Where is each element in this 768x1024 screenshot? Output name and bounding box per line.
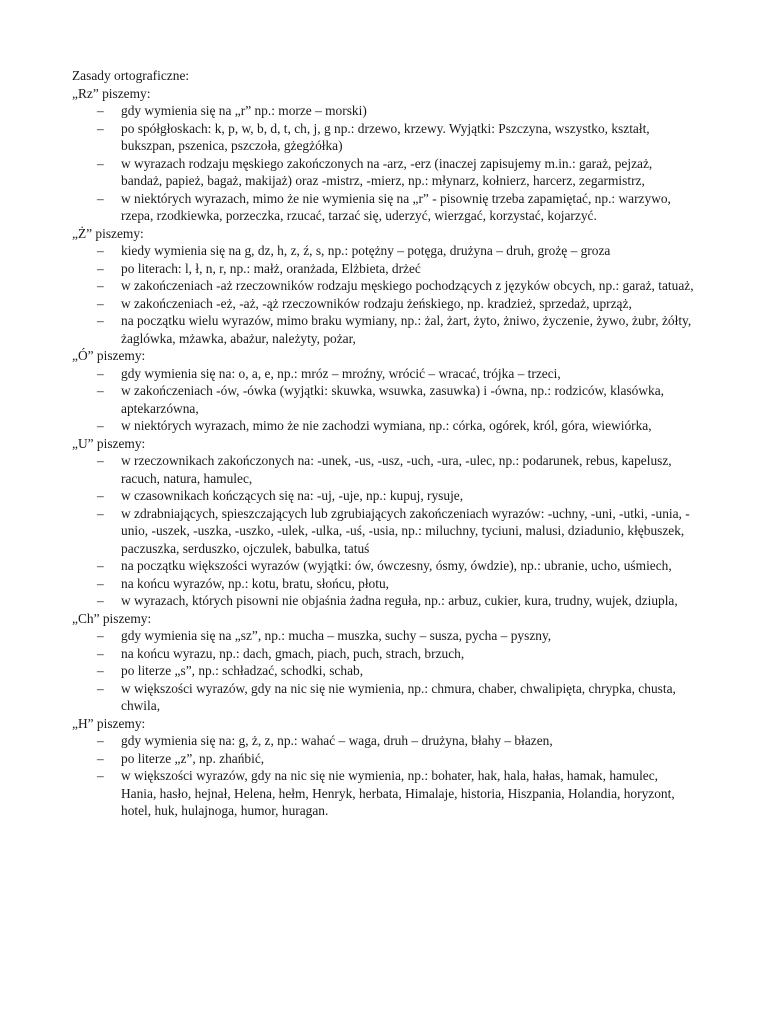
rules-sections <box>72 85 696 820</box>
rule-text: w większości wyrazów, gdy na nic się nie wymienia, np.: chmura, chaber, chwalipięta, chrypka, chusta, chwila, <box>121 680 676 713</box>
rule-text: w niektórych wyrazach, mimo że nie wymienia się na „r” - pisownię trzeba zapamiętać, np.: warzywo, rzepa, rzodkiewka, porzeczka, rzucać, tarzać się, uderzyć, wierzgać, korzystać, kojarzyć. <box>121 190 671 223</box>
rule-item <box>72 295 696 313</box>
rule-item <box>72 487 696 505</box>
rule-text: gdy wymienia się na „r” np.: morze – morski) <box>121 103 367 118</box>
rule-text: w niektórych wyrazach, mimo że nie zachodzi wymiana, np.: córka, ogórek, król, góra, wiewiórka, <box>121 418 652 433</box>
rule-item <box>72 365 696 383</box>
rule-text: na końcu wyrazów, np.: kotu, bratu, słońcu, płotu, <box>121 575 390 591</box>
rule-list <box>72 102 696 225</box>
section-header: „Ch” piszemy: <box>72 610 152 626</box>
dash-bullet: – <box>97 505 104 521</box>
rule-text: po literze „z”, np. zhańbić, <box>121 750 265 766</box>
rule-item <box>72 312 696 347</box>
rule-text: w czasownikach kończących się na: -uj, -uje, np.: kupuj, rysuje, <box>121 488 464 503</box>
rule-text: na początku większości wyrazów (wyjątki: ów, ówczesny, ósmy, ówdzie), np.: ubranie, ucho, uśmiech, <box>121 558 672 573</box>
rule-item <box>72 155 696 190</box>
rule-text: po literach: l, ł, n, r, np.: małż, oranżada, Elżbieta, drżeć <box>121 260 421 276</box>
rule-item <box>72 452 696 487</box>
rule-text: w wyrazach, których pisowni nie objaśnia żadna reguła, np.: arbuz, cukier, kura, trudny, wujek, dziupla, <box>121 593 678 608</box>
dash-bullet: – <box>97 628 104 643</box>
rule-item <box>72 190 696 225</box>
rule-text: gdy wymienia się na: o, a, e, np.: mróz – mroźny, wrócić – wracać, trójka – trzeci, <box>121 365 561 381</box>
rule-item <box>72 120 696 155</box>
rule-text: po literze „s”, np.: schładzać, schodki, schab, <box>121 663 364 678</box>
rule-text: na końcu wyrazu, np.: dach, gmach, piach, puch, strach, brzuch, <box>121 645 465 661</box>
dash-bullet: – <box>97 383 104 398</box>
dash-bullet: – <box>97 593 104 608</box>
rule-item <box>72 505 696 558</box>
dash-bullet: – <box>97 120 104 136</box>
section-header: „H” piszemy: <box>72 715 146 731</box>
rule-text: gdy wymienia się na: g, ż, z, np.: wahać – waga, druh – drużyna, błahy – błazen, <box>121 733 553 748</box>
rule-text: na początku wielu wyrazów, mimo braku wymiany, np.: żal, żart, żyto, żniwo, życzenie, żywo, żubr, żółty, żaglówka, mżawka, abażur, należyty, pożar, <box>121 313 692 346</box>
rule-text: w zakończeniach -aż rzeczowników rodzaju męskiego pochodzących z języków obcych, np.: garaż, tatuaż, <box>121 278 694 293</box>
rule-text: w wyrazach rodzaju męskiego zakończonych na -arz, -erz (inaczej zapisujemy m.in.: garaż, pejzaż, bandaż, papież, bagaż, makijaż) oraz -mistrz, -mierz, np.: młynarz, kołnierz, harcerz, zegarmistrz, <box>121 155 653 188</box>
dash-bullet: – <box>97 663 104 678</box>
rule-text: w zakończeniach -eż, -aż, -ąż rzeczowników rodzaju żeńskiego, np. kradzież, sprzedaż, uprząż, <box>121 295 632 311</box>
page-title: Zasady ortograficzne: <box>72 68 190 83</box>
rule-text: w rzeczownikach zakończonych na: -unek, -us, -usz, -uch, -ura, -ulec, np.: podarunek, rebus, kapelusz, racuch, natura, hamulec, <box>121 453 672 486</box>
dash-bullet: – <box>97 260 104 276</box>
section-header: „U” piszemy: <box>72 435 146 451</box>
rule-list <box>72 732 696 820</box>
dash-bullet: – <box>97 453 104 468</box>
rule-item <box>72 242 696 260</box>
rule-list <box>72 242 696 347</box>
rule-item <box>72 732 696 750</box>
dash-bullet: – <box>97 243 104 258</box>
document-page <box>72 67 696 820</box>
rule-item <box>72 750 696 768</box>
section-header: „Ż” piszemy: <box>72 225 144 241</box>
rule-text: kiedy wymienia się na g, dz, h, z, ź, s, np.: potężny – potęga, drużyna – druh, grożę – groza <box>121 243 611 258</box>
rule-item <box>72 662 696 680</box>
rule-text: w zdrabniających, spieszczających lub zgrubiających zakończeniach wyrazów: -uchny, -uni, -utki, -unia, -unio, -uszek, -uszka, -uszko, -ulek, -ulka, -uś, -usia, np.: miluchny, tyciuni, malusi, dziadunio, kłębuszek, paczuszka, serduszko, ojczulek, babulka, tatuś <box>121 505 690 556</box>
section-header: „Rz” piszemy: <box>72 85 151 101</box>
dash-bullet: – <box>97 295 104 311</box>
rule-item <box>72 680 696 715</box>
dash-bullet: – <box>97 103 104 118</box>
rule-item <box>72 592 696 610</box>
rule-text: gdy wymienia się na „sz”, np.: mucha – muszka, suchy – susza, pycha – pyszny, <box>121 628 552 643</box>
rule-list <box>72 365 696 435</box>
rule-item <box>72 557 696 575</box>
rule-item <box>72 627 696 645</box>
rule-item <box>72 382 696 417</box>
dash-bullet: – <box>97 313 104 328</box>
dash-bullet: – <box>97 488 104 503</box>
rule-list <box>72 627 696 715</box>
dash-bullet: – <box>97 558 104 573</box>
dash-bullet: – <box>97 680 104 696</box>
dash-bullet: – <box>97 645 104 661</box>
dash-bullet: – <box>97 365 104 381</box>
rule-text: w zakończeniach -ów, -ówka (wyjątki: skuwka, wsuwka, zasuwka) i -ówna, np.: rodziców, klasówka, aptekarzówna, <box>121 383 665 416</box>
rule-list <box>72 452 696 610</box>
dash-bullet: – <box>97 190 104 206</box>
rule-text: w większości wyrazów, gdy na nic się nie wymienia, np.: bohater, hak, hala, hałas, hamak, hamulec, Hania, hasło, hejnał, Helena, hełm, Henryk, herbata, Himalaje, historia, Hiszpania, Holandia, horyzont, hotel, huk, hulajnoga, humor, huragan. <box>121 768 675 818</box>
dash-bullet: – <box>97 418 104 433</box>
dash-bullet: – <box>97 155 104 171</box>
rule-item <box>72 277 696 295</box>
rule-item <box>72 417 696 435</box>
rule-text: po spółgłoskach: k, p, w, b, d, t, ch, j, g np.: drzewo, krzewy. Wyjątki: Pszczyna, wszystko, kształt, bukszpan, pszenica, pszczoła, gżegżółka) <box>121 120 650 153</box>
rule-item <box>72 260 696 278</box>
dash-bullet: – <box>97 768 104 783</box>
rule-item <box>72 575 696 593</box>
dash-bullet: – <box>97 733 104 748</box>
rule-item <box>72 102 696 120</box>
rule-item <box>72 645 696 663</box>
dash-bullet: – <box>97 278 104 293</box>
dash-bullet: – <box>97 750 104 766</box>
dash-bullet: – <box>97 575 104 591</box>
section-header: „Ó” piszemy: <box>72 348 146 363</box>
rule-item <box>72 767 696 820</box>
